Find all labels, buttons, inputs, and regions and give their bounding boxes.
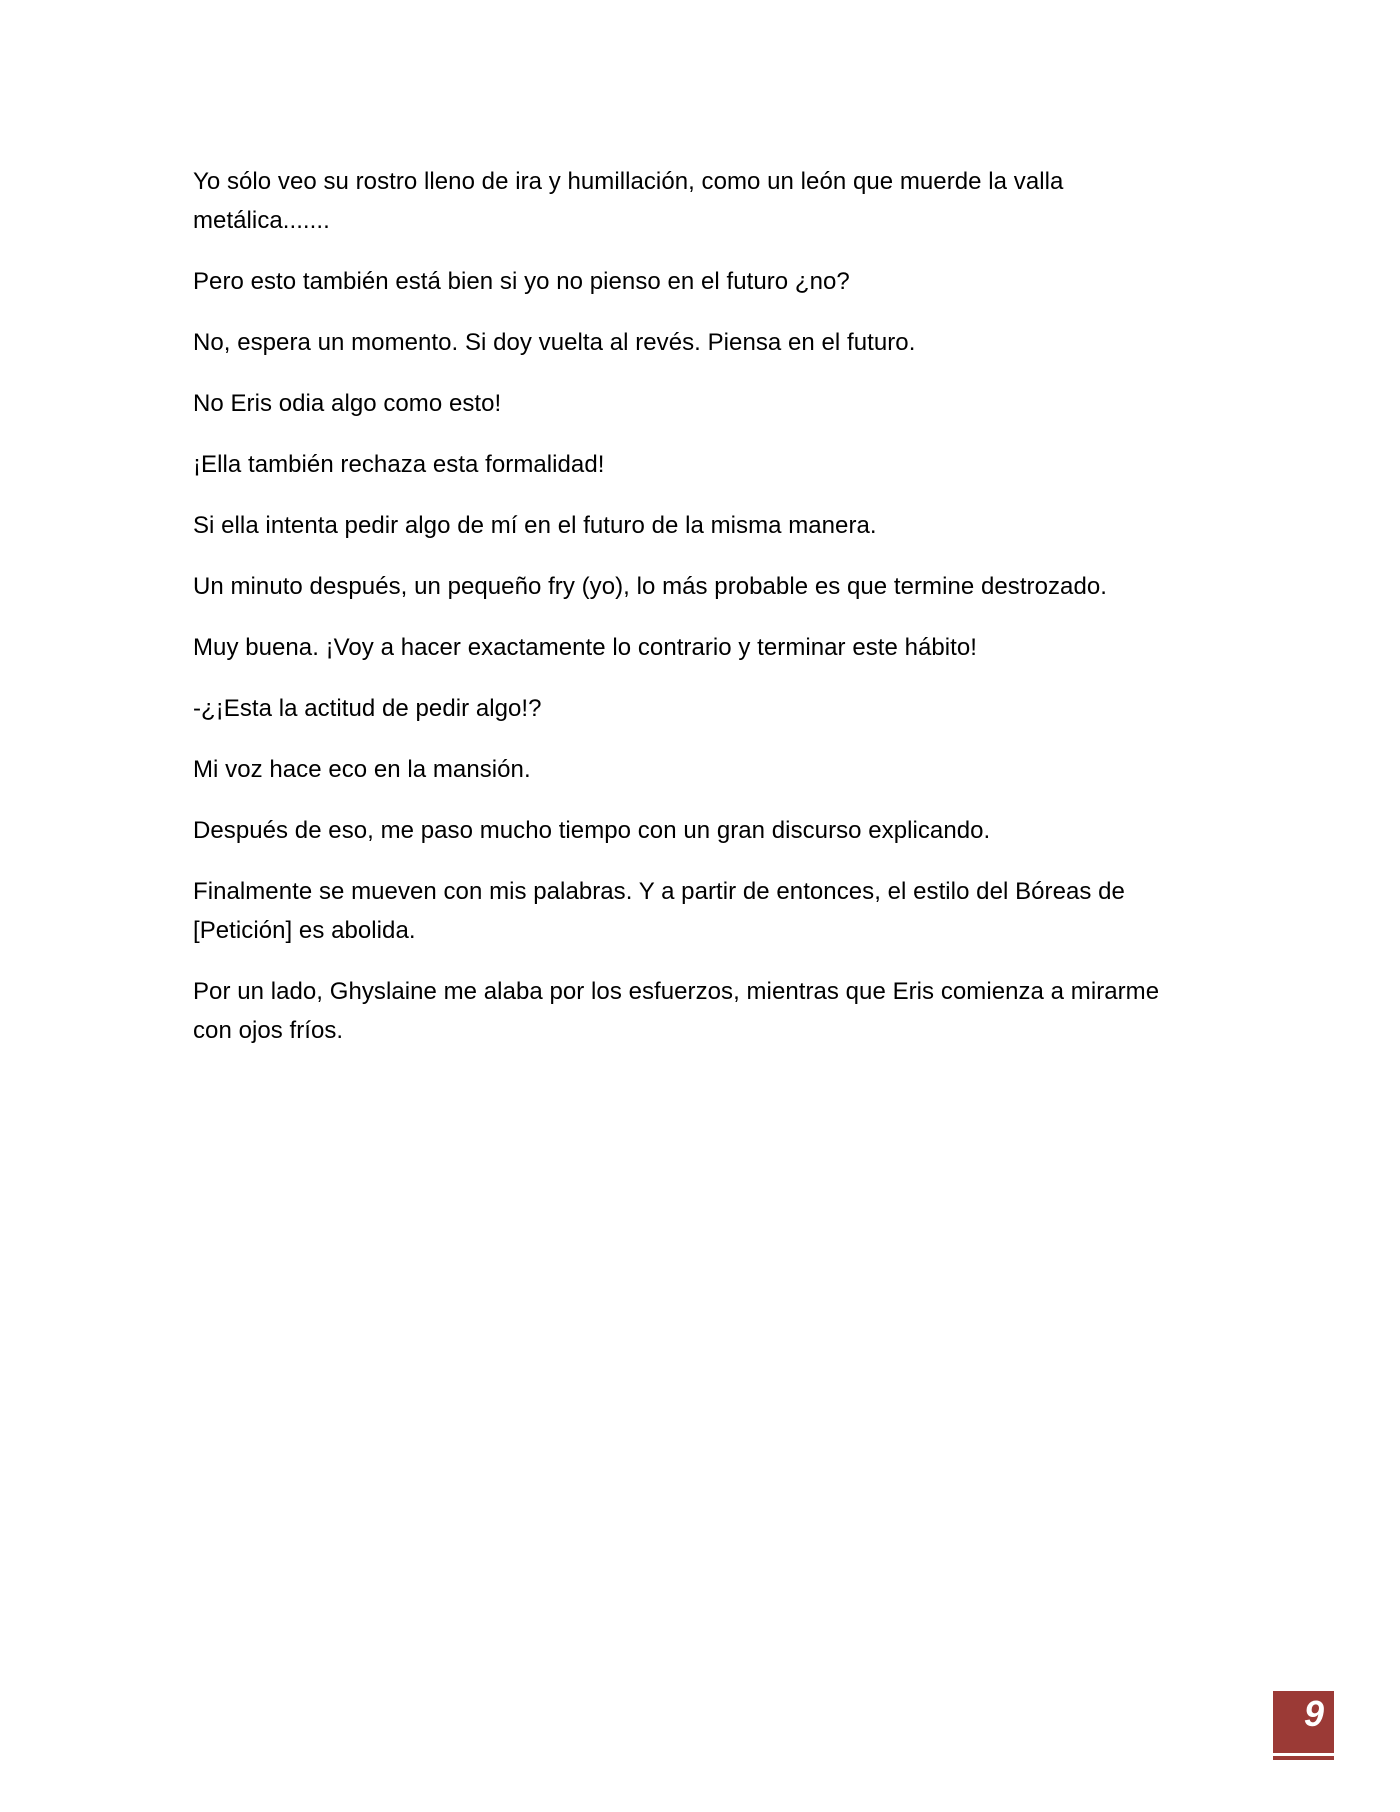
page-number-underline — [1273, 1756, 1334, 1760]
paragraph: Después de eso, me paso mucho tiempo con un gran discurso explicando. — [193, 817, 991, 844]
paragraph: Yo sólo veo su rostro lleno de ira y humillación, como un león que muerde la valla metálica....... — [193, 168, 1064, 234]
paragraph: Pero esto también está bien si yo no pienso en el futuro ¿no? — [193, 268, 850, 295]
page-number: 9 — [1303, 1693, 1324, 1734]
document-body — [193, 162, 1203, 1072]
paragraph: No Eris odia algo como esto! — [193, 390, 502, 417]
paragraph: Por un lado, Ghyslaine me alaba por los esfuerzos, mientras que Eris comienza a mirarme con ojos fríos. — [193, 978, 1160, 1044]
paragraph: Finalmente se mueven con mis palabras. Y a partir de entonces, el estilo del Bóreas de [Petición] es abolida. — [193, 878, 1125, 944]
paragraph: Un minuto después, un pequeño fry (yo), lo más probable es que termine destrozado. — [193, 573, 1107, 600]
paragraph: -¿¡Esta la actitud de pedir algo!? — [193, 695, 542, 722]
paragraph: No, espera un momento. Si doy vuelta al revés. Piensa en el futuro. — [193, 329, 916, 356]
paragraph: ¡Ella también rechaza esta formalidad! — [193, 451, 605, 478]
paragraph: Si ella intenta pedir algo de mí en el futuro de la misma manera. — [193, 512, 877, 539]
paragraph: Muy buena. ¡Voy a hacer exactamente lo contrario y terminar este hábito! — [193, 634, 978, 661]
paragraph: Mi voz hace eco en la mansión. — [193, 756, 531, 783]
page-number-badge — [1273, 1691, 1334, 1753]
